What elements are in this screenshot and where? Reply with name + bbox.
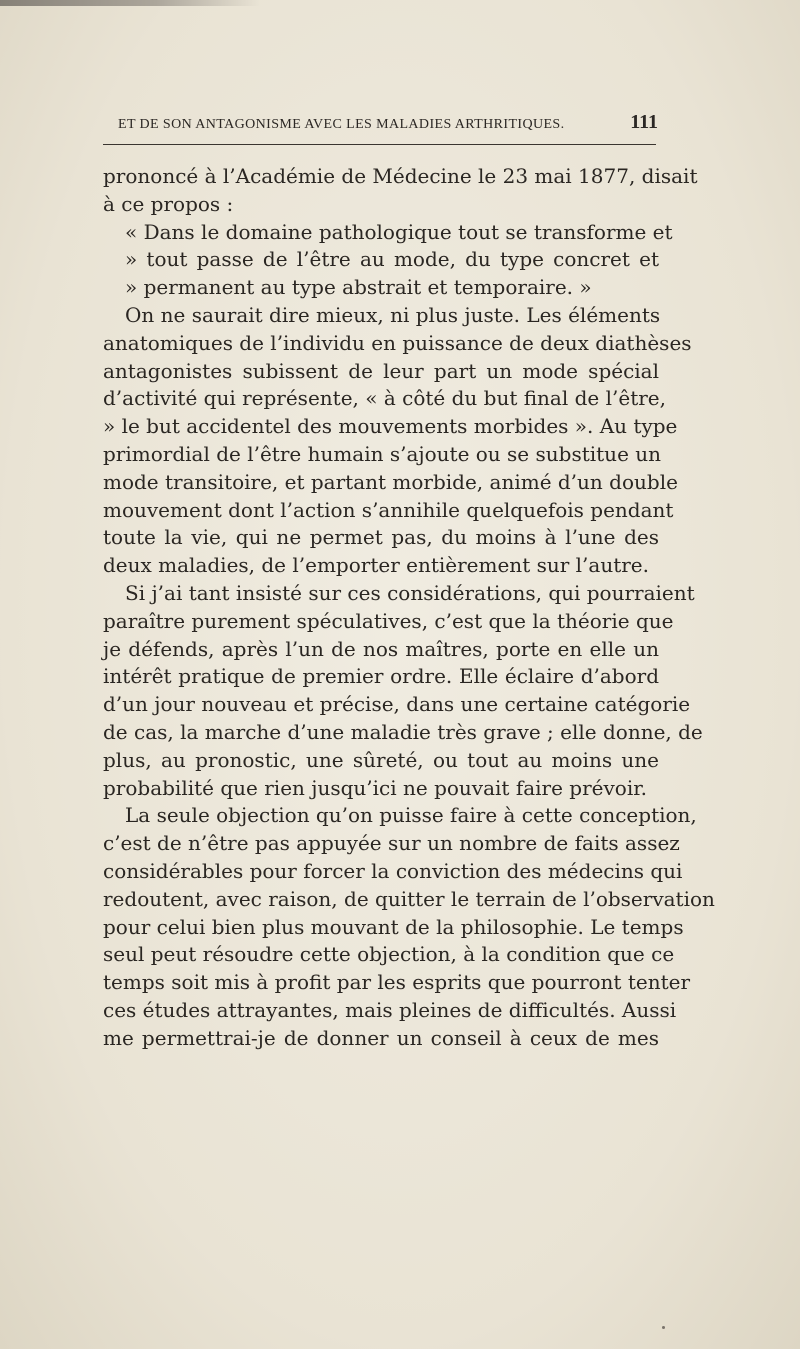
text-line: paraître purement spéculatives, c’est que la théorie que	[103, 608, 674, 633]
text-line: considérables pour forcer la conviction des médecins qui	[103, 858, 683, 883]
text-line: d’un jour nouveau et précise, dans une certaine catégorie	[103, 692, 691, 717]
text-line: mode transitoire, et partant morbide, animé d’un double	[103, 469, 678, 494]
text-line: toute la vie, qui ne permet pas, du moins à l’une des	[103, 525, 659, 550]
text-line: antagonistes subissent de leur part un mode spécial	[103, 358, 659, 383]
text-line: deux maladies, de l’emporter entièrement sur l’autre.	[103, 553, 649, 578]
text-line: prononcé à l’Académie de Médecine le 23 mai 1877, disait	[103, 164, 698, 188]
text-line: temps soit mis à profit par les esprits que pourront tenter	[103, 970, 691, 995]
text-line: On ne saurait dire mieux, ni plus juste. Les éléments	[125, 302, 661, 327]
text-line: » permanent au type abstrait et temporaire. »	[125, 275, 592, 300]
body-text	[103, 163, 715, 1053]
text-line: anatomiques de l’individu en puissance de deux diathèses	[103, 330, 692, 355]
text-line: La seule objection qu’on puisse faire à cette conception,	[125, 803, 697, 828]
text-line: me permettrai-je de donner un conseil à ceux de mes	[103, 1025, 659, 1050]
text-line: « Dans le domaine pathologique tout se transforme et	[125, 219, 673, 244]
header-rule	[103, 144, 656, 145]
text-line: pour celui bien plus mouvant de la philosophie. Le temps	[103, 914, 684, 939]
text-line: probabilité que rien jusqu’ici ne pouvait faire prévoir.	[103, 775, 647, 800]
running-header	[118, 111, 658, 134]
text-line: primordial de l’être humain s’ajoute ou se substitue un	[103, 441, 662, 466]
paper-speck	[662, 1326, 665, 1329]
text-line: » le but accidentel des mouvements morbides ». Au type	[103, 414, 678, 439]
text-line: à ce propos :	[103, 191, 234, 216]
text-line: d’activité qui représente, « à côté du but final de l’être,	[103, 386, 666, 411]
scan-edge-shadow	[0, 0, 260, 6]
page-number: 111	[630, 111, 658, 133]
text-line: seul peut résoudre cette objection, à la condition que ce	[103, 942, 675, 967]
text-line: Si j’ai tant insisté sur ces considérations, qui pourraient	[125, 580, 695, 605]
text-line: intérêt pratique de premier ordre. Elle éclaire d’abord	[103, 664, 659, 689]
running-title: ET DE SON ANTAGONISME AVEC LES MALADIES ARTHRITIQUES.	[118, 117, 565, 132]
text-line: c’est de n’être pas appuyée sur un nombre de faits assez	[103, 831, 680, 856]
text-line: je défends, après l’un de nos maîtres, porte en elle un	[103, 636, 659, 661]
text-line: redoutent, avec raison, de quitter le terrain de l’observation	[103, 886, 715, 911]
text-line: mouvement dont l’action s’annihile quelquefois pendant	[103, 497, 674, 522]
text-line: » tout passe de l’être au mode, du type concret et	[125, 247, 659, 272]
text-line: plus, au pronostic, une sûreté, ou tout au moins une	[103, 747, 659, 772]
text-line: de cas, la marche d’une maladie très grave ; elle donne, de	[103, 719, 703, 744]
text-line: ces études attrayantes, mais pleines de difficultés. Aussi	[103, 997, 677, 1022]
